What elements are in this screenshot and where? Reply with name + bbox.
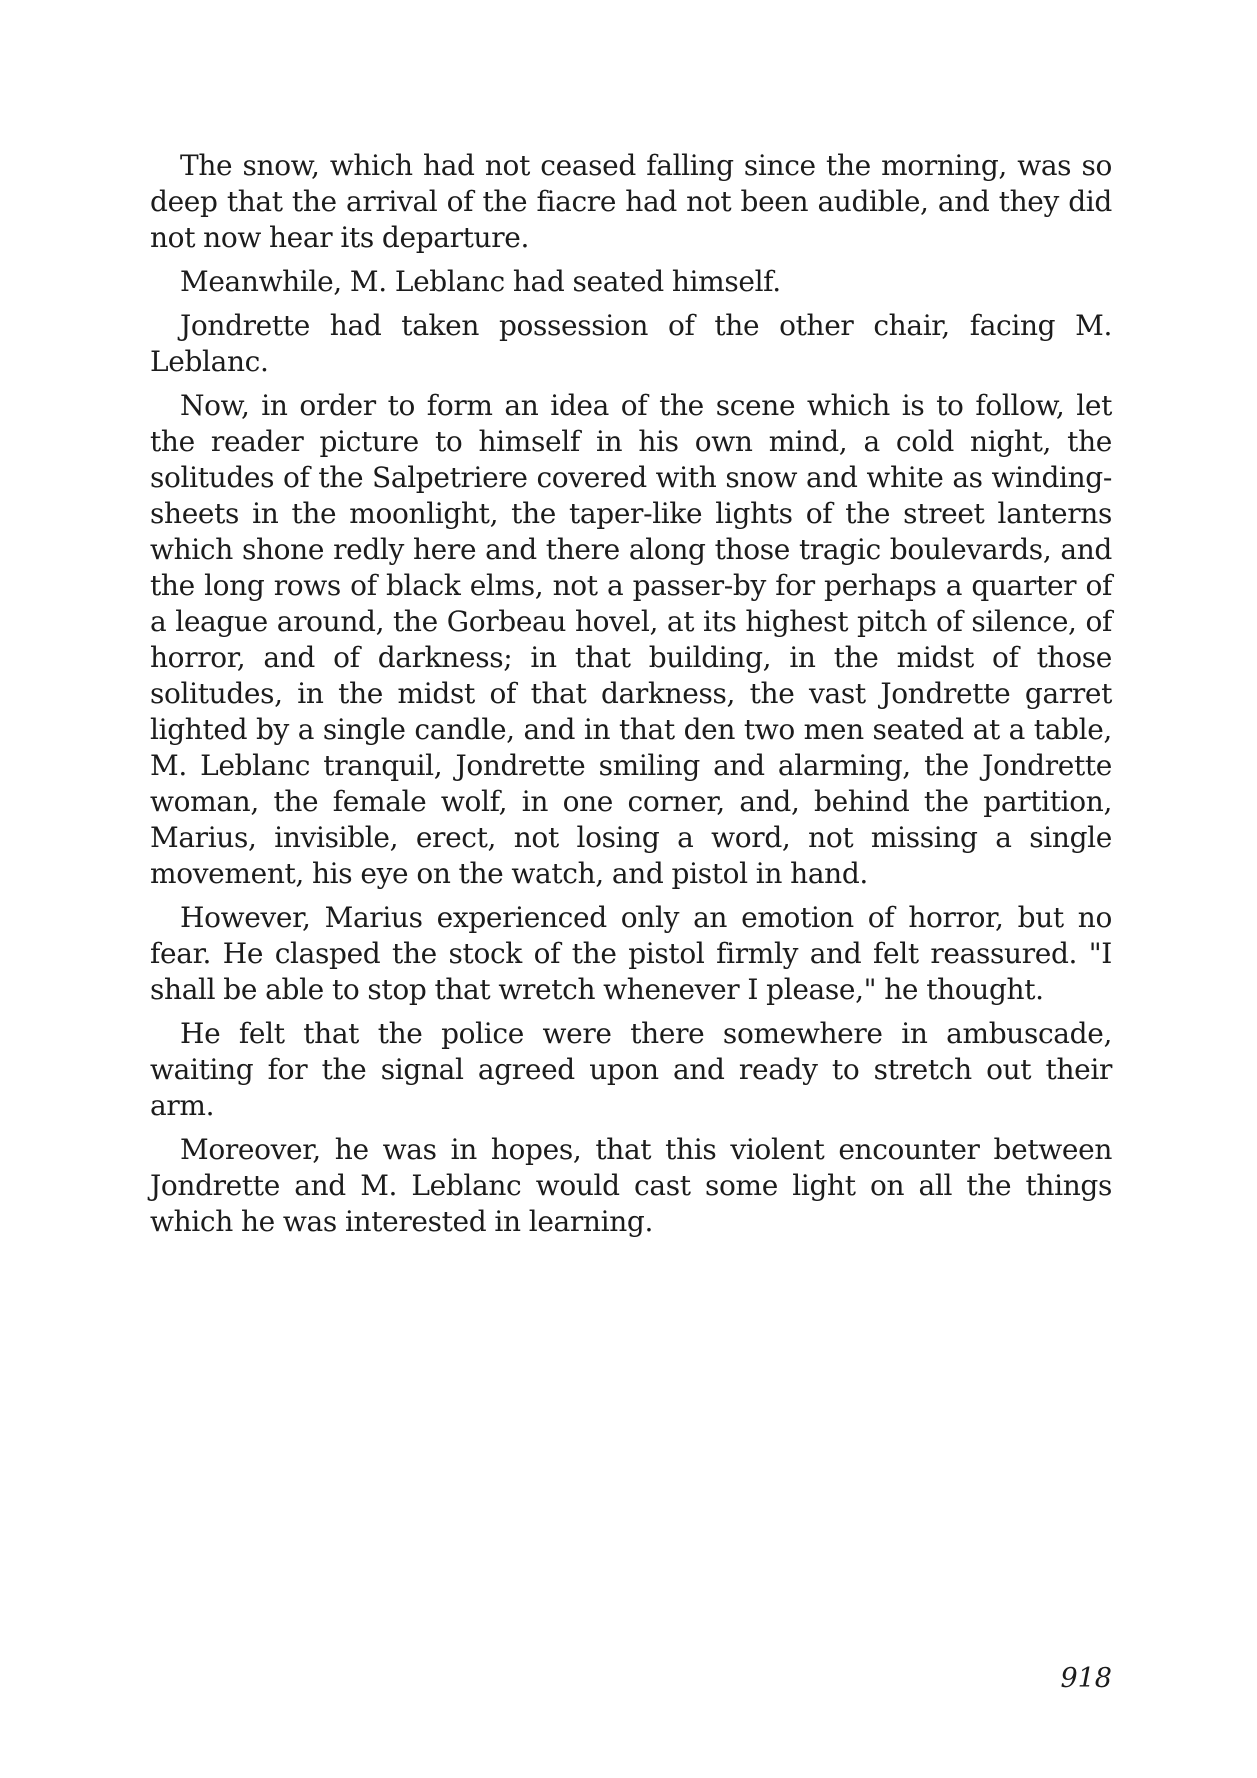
paragraph: However, Marius experienced only an emotion of horror, but no fear. He clasped the stock of the pistol firmly and felt reassured. "I shall be able to stop that wretch whenever I please," he thought. — [150, 901, 1112, 1006]
paragraph: Meanwhile, M. Leblanc had seated himself. — [180, 265, 781, 298]
paragraph: The snow, which had not ceased falling since the morning, was so deep that the arrival of the fiacre had not been audible, and they did not now hear its departure. — [150, 149, 1112, 254]
paragraph: Now, in order to form an idea of the scene which is to follow, let the reader picture to himself in his own mind, a cold night, the solitudes of the Salpetriere covered with snow and white as winding-sheets in the moonlight, the taper-like lights of the street lanterns which shone redly here and there along those tragic boulevards, and the long rows of black elms, not a passer-by for perhaps a quarter of a league around, the Gorbeau hovel, at its highest pitch of silence, of horror, and of darkness; in that building, in the midst of those solitudes, in the midst of that darkness, the vast Jondrette garret lighted by a single candle, and in that den two men seated at a table, M. Leblanc tranquil, Jondrette smiling and alarming, the Jondrette woman, the female wolf, in one corner, and, behind the partition, Marius, invisible, erect, not losing a word, not missing a single movement, his eye on the watch, and pistol in hand. — [150, 389, 1112, 890]
paragraph: He felt that the police were there somewhere in ambuscade, waiting for the signal agreed upon and ready to stretch out their arm. — [150, 1017, 1112, 1122]
page-number: 918 — [1060, 1663, 1112, 1694]
paragraph: Jondrette had taken possession of the other chair, facing M. Leblanc. — [150, 309, 1112, 378]
page-body — [150, 148, 1112, 1248]
paragraph: Moreover, he was in hopes, that this violent encounter between Jondrette and M. Leblanc would cast some light on all the things which he was interested in learning. — [150, 1133, 1112, 1238]
